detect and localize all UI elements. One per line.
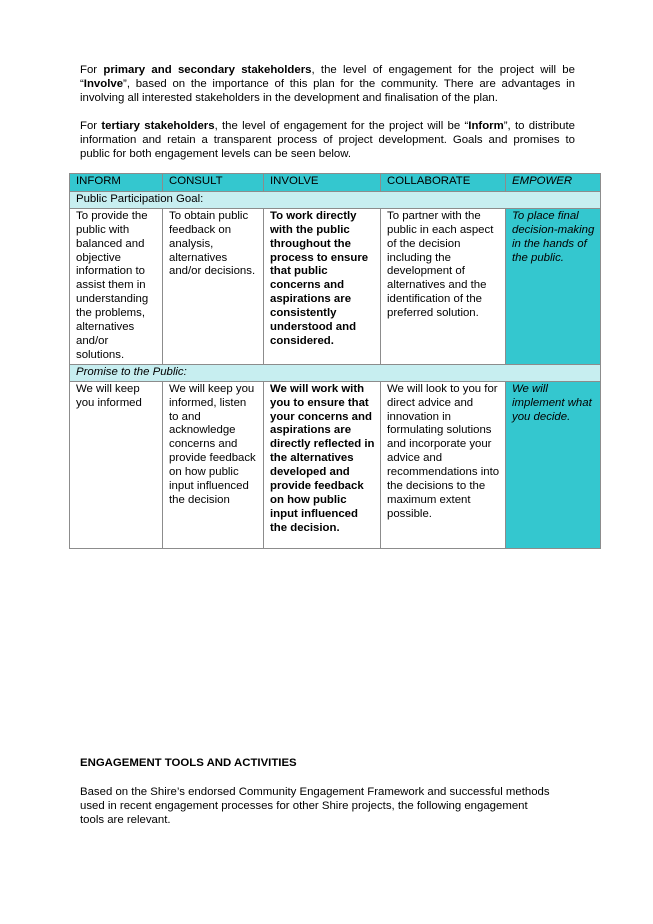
goal-involve: To work directly with the public throughout the process to ensure that public concerns and aspirations are consistently understood and considered. bbox=[264, 208, 381, 364]
engagement-spectrum-table bbox=[69, 173, 601, 549]
table-row bbox=[70, 208, 601, 364]
promise-label-row bbox=[70, 364, 601, 381]
intro-paragraph-primary: For primary and secondary stakeholders, the level of engagement for the project will be “Involve”, based on the importance of this plan for the community. There are advantages in involving all interested stakeholders in the development and finalisation of the plan. bbox=[80, 64, 575, 104]
section-heading: ENGAGEMENT TOOLS AND ACTIVITIES bbox=[80, 757, 297, 769]
goal-collaborate: To partner with the public in each aspect of the decision including the development of alternatives and the identification of the preferred solution. bbox=[381, 208, 506, 364]
goal-inform: To provide the public with balanced and objective information to assist them in understanding the problems, alternatives and/or solutions. bbox=[70, 208, 163, 364]
goal-consult: To obtain public feedback on analysis, alternatives and/or decisions. bbox=[163, 208, 264, 364]
header-empower: EMPOWER bbox=[506, 174, 601, 192]
involve-term: Involve bbox=[83, 78, 124, 90]
promise-empower: We will implement what you decide. bbox=[506, 381, 601, 548]
goal-label-row bbox=[70, 191, 601, 208]
header-consult: CONSULT bbox=[163, 174, 264, 192]
promise-label: Promise to the Public: bbox=[70, 364, 601, 381]
table-row bbox=[70, 381, 601, 548]
inform-term: Inform bbox=[468, 120, 504, 132]
header-involve: INVOLVE bbox=[264, 174, 381, 192]
promise-involve: We will work with you to ensure that your concerns and aspirations are directly reflected in the alternatives developed and provide feedback on how public input influenced the decision. bbox=[264, 381, 381, 548]
header-collaborate: COLLABORATE bbox=[381, 174, 506, 192]
intro-paragraph-tertiary: For tertiary stakeholders, the level of engagement for the project will be “Inform”, to distribute information and retain a transparent process of project development. Goals and promises to public for both engagement levels can be seen below. bbox=[80, 120, 575, 160]
goal-label: Public Participation Goal: bbox=[70, 191, 601, 208]
promise-consult: We will keep you informed, listen to and acknowledge concerns and provide feedback on how public input influenced the decision bbox=[163, 381, 264, 548]
promise-collaborate: We will look to you for direct advice and innovation in formulating solutions and incorporate your advice and recommendations into the decisions to the maximum extent possible. bbox=[381, 381, 506, 548]
primary-stakeholders-term: primary and secondary stakeholders bbox=[103, 64, 312, 76]
goal-empower: To place final decision-making in the hands of the public. bbox=[506, 208, 601, 364]
table-header-row bbox=[70, 174, 601, 192]
section-paragraph: Based on the Shire’s endorsed Community Engagement Framework and successful methods used in recent engagement processes for other Shire projects, the following engagement tools are relevant. bbox=[80, 786, 550, 826]
tertiary-stakeholders-term: tertiary stakeholders bbox=[101, 120, 215, 132]
header-inform: INFORM bbox=[70, 174, 163, 192]
promise-inform: We will keep you informed bbox=[70, 381, 163, 548]
